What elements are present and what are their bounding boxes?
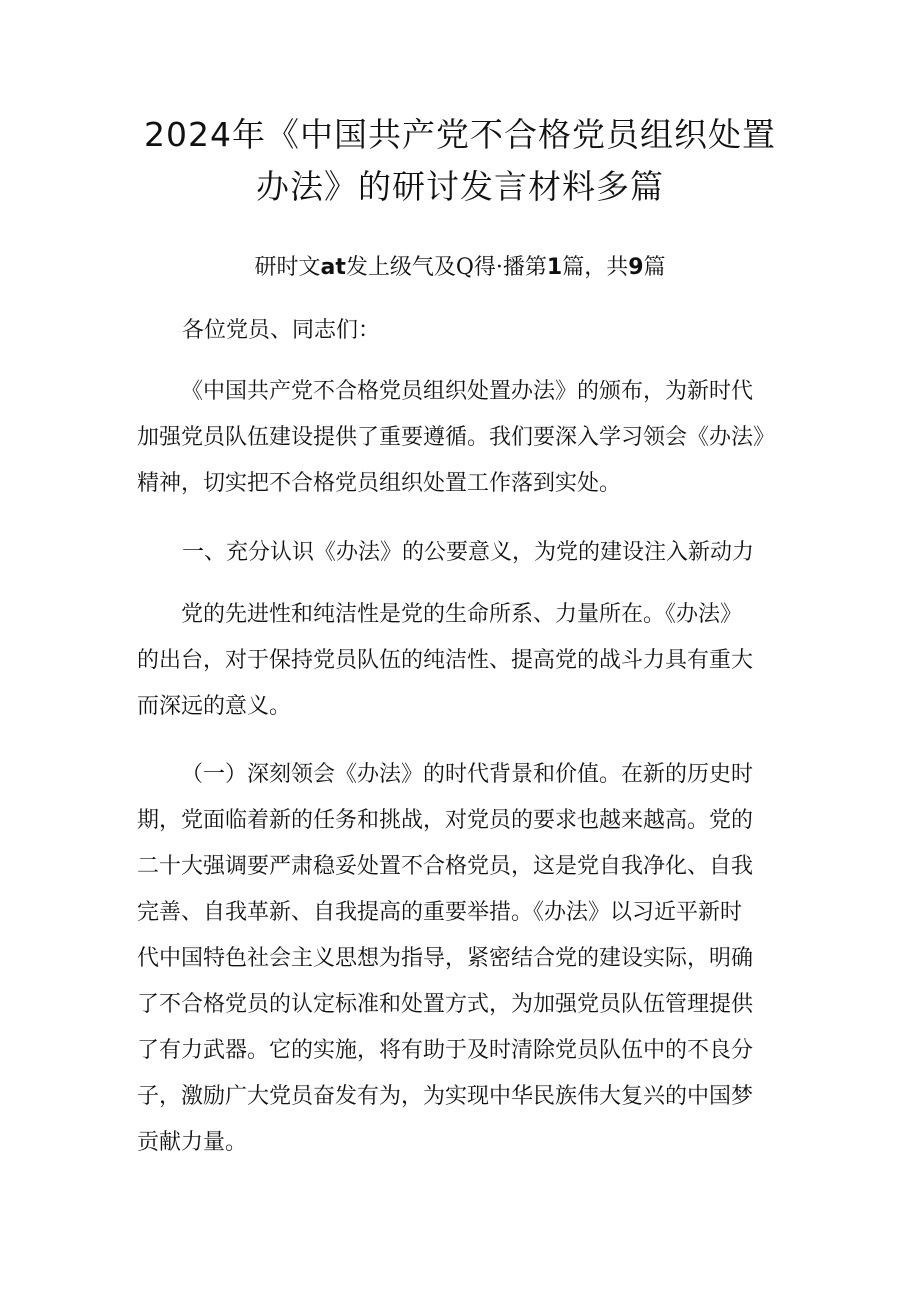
subtitle-at: at xyxy=(320,255,346,280)
paragraph-1 xyxy=(137,369,805,507)
subtitle-page-total: 9 xyxy=(628,255,644,280)
salutation xyxy=(182,308,850,354)
salutation-text: 各位党员、同志们： xyxy=(182,318,381,343)
paragraph-3-line: （一）深刻领会《办法》的时代背景和价值。在新的历史时 xyxy=(181,762,754,787)
paragraph-3 xyxy=(137,752,805,1166)
subtitle-mid2: 篇，共 xyxy=(562,255,629,280)
paragraph-3-line: 了不合格党员的认定标准和处置方式，为加强党员队伍管理提供 xyxy=(137,992,754,1017)
paragraph-3-line: 期，党面临着新的任务和挑战，对党员的要求也越来越高。党的 xyxy=(137,808,754,833)
paragraph-3-line: 二十大强调要严肃稳妥处置不合格党员，这是党自我净化、自我 xyxy=(137,854,754,879)
document-title-line-2: 办法》的研讨发言材料多篇 xyxy=(256,167,664,206)
paragraph-3-line: 贡献力量。 xyxy=(137,1130,248,1155)
document-subtitle xyxy=(60,250,860,286)
paragraph-1-line: 精神，切实把不合格党员组织处置工作落到实处。 xyxy=(137,471,622,496)
paragraph-3-line: 完善、自我革新、自我提高的重要举措。《办法》以习近平新时 xyxy=(137,900,743,925)
paragraph-3-line: 了有力武器。它的实施，将有助于及时清除党员队伍中的不良分 xyxy=(137,1038,754,1063)
paragraph-2-line: 党的先进性和纯洁性是党的生命所系、力量所在。《办法》 xyxy=(181,602,743,627)
paragraph-1-line: 《中国共产党不合格党员组织处置办法》的颁布，为新时代 xyxy=(181,379,754,404)
paragraph-2-line: 而深远的意义。 xyxy=(137,694,292,719)
section-heading-1 xyxy=(182,530,850,576)
paragraph-2 xyxy=(137,592,805,730)
subtitle-suffix: 篇 xyxy=(643,255,666,280)
subtitle-page-number: 1 xyxy=(546,255,563,280)
paragraph-3-line: 子，激励广大党员奋发有为，为实现中华民族伟大复兴的中国梦 xyxy=(137,1084,754,1109)
subtitle-mid: 发上级气及Q得·播第 xyxy=(345,255,547,280)
document-title-line-1: 2024年《中国共产党不合格党员组织处置 xyxy=(144,115,776,154)
subtitle-prefix: 研时文 xyxy=(254,255,321,280)
paragraph-3-line: 代中国特色社会主义思想为指导，紧密结合党的建设实际，明确 xyxy=(137,946,754,971)
section-heading-1-text: 一、充分认识《办法》的公要意义，为党的建设注入新动力 xyxy=(182,540,755,565)
paragraph-1-line: 加强党员队伍建设提供了重要遵循。我们要深入学习领会《办法》 xyxy=(137,425,776,450)
paragraph-2-line: 的出台，对于保持党员队伍的纯洁性、提高党的战斗力具有重大 xyxy=(137,648,754,673)
